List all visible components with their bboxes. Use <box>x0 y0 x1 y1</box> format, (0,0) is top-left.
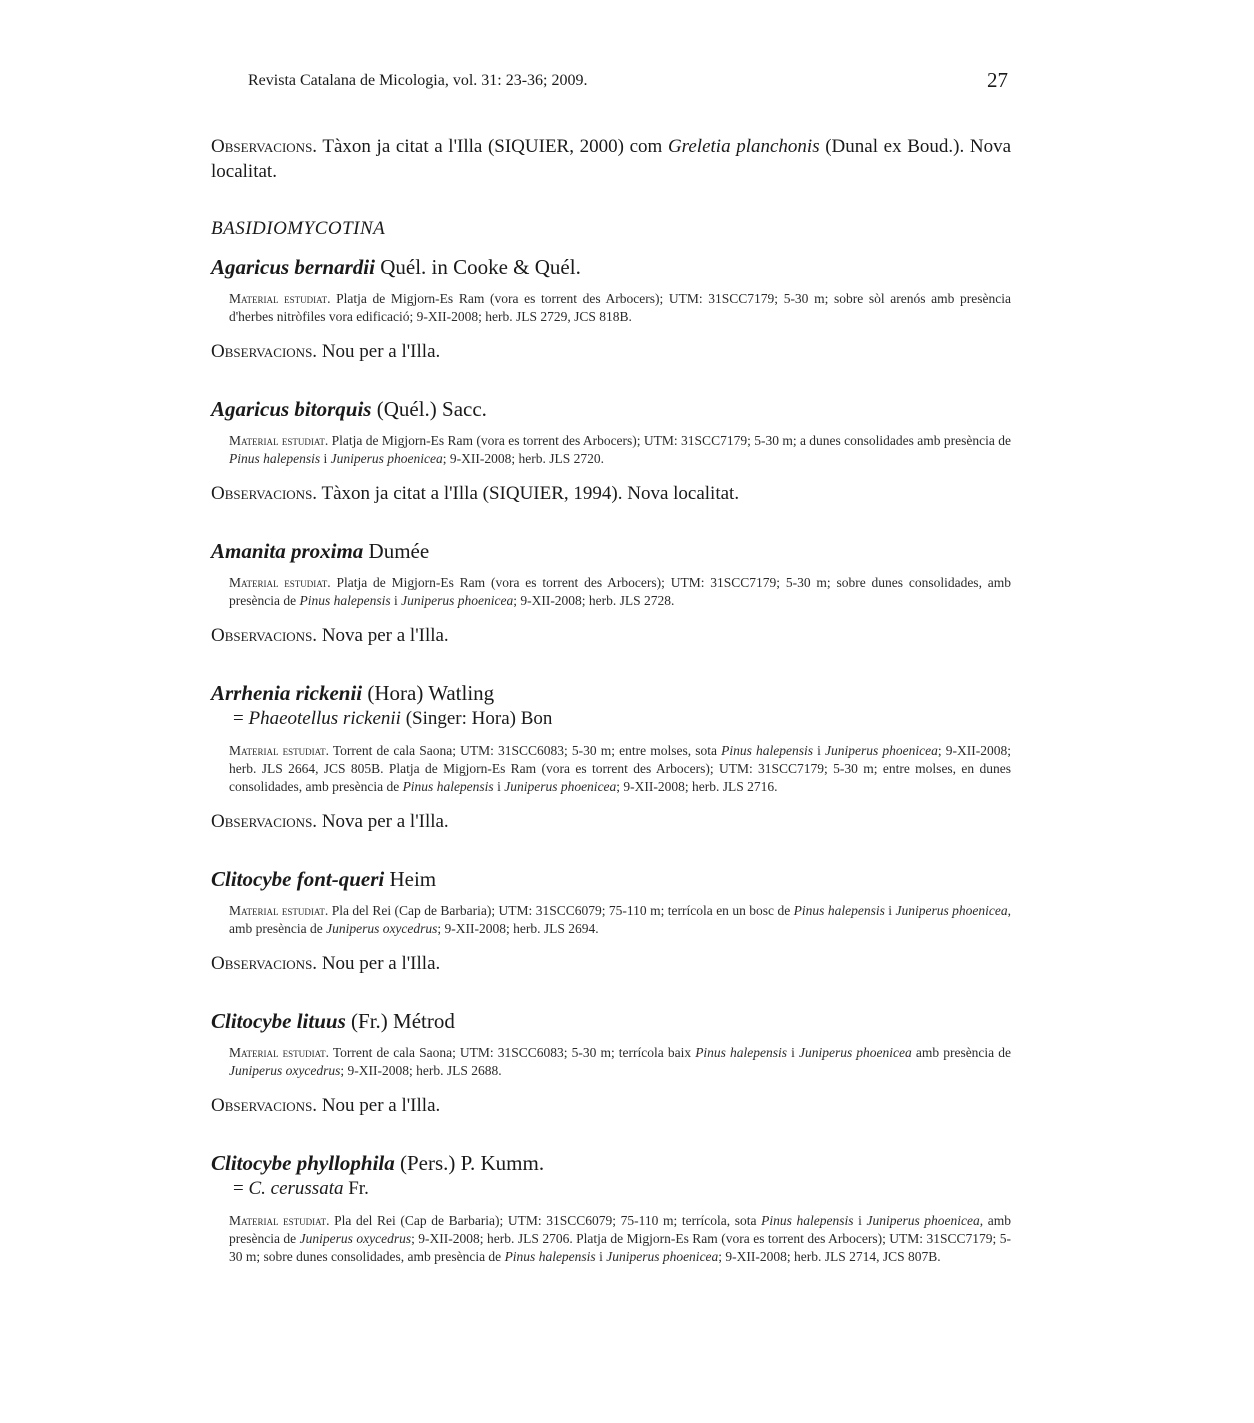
material-studied: Material estudiat. Platja de Migjorn-Es Ram (vora es torrent des Arbocers); UTM: 31SCC7179; 5-30 m; a dunes consolidades amb presència de Pinus halepensis i Juniperus phoenicea; 9-XII-2008; herb. JLS 2720. <box>229 433 1011 466</box>
material-label: Material estudiat. <box>229 743 329 758</box>
synonym: = C. cerussata Fr. <box>233 1178 369 1199</box>
species-name: Clitocybe phyllophila <box>211 1151 395 1175</box>
obs-label: Observacions. <box>211 625 318 646</box>
obs-label: Observacions. <box>211 136 318 157</box>
material-label: Material estudiat. <box>229 291 331 306</box>
species-author: (Fr.) Métrod <box>345 1009 455 1033</box>
material-label: Material estudiat. <box>229 575 331 590</box>
species-author: (Quél.) Sacc. <box>371 397 487 421</box>
material-studied: Material estudiat. Pla del Rei (Cap de Barbaria); UTM: 31SCC6079; 75-110 m; terrícola, sota Pinus halepensis i Juniperus phoenicea, amb presència de Juniperus oxycedrus; 9-XII-2008; herb. JLS 2706. Platja de Migjorn-Es Ram (vora es torrent des Arbocers); UTM: 31SCC7179; 5-30 m; sobre dunes consolidades, amb presència de Pinus halepensis i Juniperus phoenicea; 9-XII-2008; herb. JLS 2714, JCS 807B. <box>229 1213 1012 1264</box>
obs-label: Observacions. <box>211 341 318 362</box>
species-author: (Pers.) P. Kumm. <box>394 1151 545 1175</box>
material-label: Material estudiat. <box>229 903 329 918</box>
species-heading <box>211 254 1011 280</box>
species-heading <box>211 680 1011 706</box>
observations: Observacions. Nova per a l'Illa. <box>211 811 449 832</box>
species-heading <box>211 866 1011 892</box>
species-name: Amanita proxima <box>211 539 364 563</box>
obs-label: Observacions. <box>211 483 318 504</box>
section-title: BASIDIOMYCOTINA <box>211 218 386 239</box>
species-name: Clitocybe lituus <box>211 1009 346 1033</box>
material-studied: Material estudiat. Pla del Rei (Cap de Barbaria); UTM: 31SCC6079; 75-110 m; terrícola en un bosc de Pinus halepensis i Juniperus phoenicea, amb presència de Juniperus oxycedrus; 9-XII-2008; herb. JLS 2694. <box>229 903 1012 936</box>
species-name: Agaricus bitorquis <box>211 397 372 421</box>
observations: Observacions. Tàxon ja citat a l'Illa (SIQUIER, 1994). Nova localitat. <box>211 483 740 504</box>
species-name: Arrhenia rickenii <box>211 681 363 705</box>
page-number: 27 <box>987 68 1008 92</box>
species-entry <box>211 254 1011 364</box>
material-studied: Material estudiat. Platja de Migjorn-Es Ram (vora es torrent des Arbocers); UTM: 31SCC7179; 5-30 m; sobre sòl arenós amb presència d'herbes nitròfiles vora edificació; 9-XII-2008; herb. JLS 2729, JCS 818B. <box>229 291 1011 324</box>
species-entry <box>211 1150 1011 1266</box>
obs-label: Observacions. <box>211 953 318 974</box>
obs-label: Observacions. <box>211 811 318 832</box>
observations: Observacions. Nou per a l'Illa. <box>211 341 441 362</box>
species-author: Heim <box>384 867 437 891</box>
species-author: Quél. in Cooke & Quél. <box>374 255 581 279</box>
species-name: Agaricus bernardii <box>211 255 375 279</box>
material-studied: Material estudiat. Torrent de cala Saona; UTM: 31SCC6083; 5-30 m; terrícola baix Pinus halepensis i Juniperus phoenicea amb presència de Juniperus oxycedrus; 9-XII-2008; herb. JLS 2688. <box>229 1045 1012 1078</box>
species-heading <box>211 1008 1011 1034</box>
material-studied: Material estudiat. Platja de Migjorn-Es Ram (vora es torrent des Arbocers); UTM: 31SCC7179; 5-30 m; sobre dunes consolidades, amb presència de Pinus halepensis i Juniperus phoenicea; 9-XII-2008; herb. JLS 2728. <box>229 575 1011 608</box>
species-name: Clitocybe font-queri <box>211 867 385 891</box>
page <box>211 68 1011 1266</box>
running-header <box>248 68 1008 98</box>
top-observations: Observacions. Tàxon ja citat a l'Illa (SIQUIER, 2000) com Greletia planchonis (Dunal ex Boud.). Nova localitat. <box>211 136 1011 182</box>
observations: Observacions. Nou per a l'Illa. <box>211 953 441 974</box>
material-label: Material estudiat. <box>229 433 329 448</box>
observations: Observacions. Nou per a l'Illa. <box>211 1095 441 1116</box>
species-entry <box>211 866 1011 976</box>
species-list <box>211 254 1011 1266</box>
journal-citation: Revista Catalana de Micologia, vol. 31: 23-36; 2009. <box>248 72 588 89</box>
species-heading <box>211 1150 1011 1176</box>
species-author: Dumée <box>363 539 430 563</box>
obs-label: Observacions. <box>211 1095 318 1116</box>
species-heading <box>211 396 1011 422</box>
material-studied: Material estudiat. Torrent de cala Saona; UTM: 31SCC6083; 5-30 m; entre molses, sota Pinus halepensis i Juniperus phoenicea; 9-XII-2008; herb. JLS 2664, JCS 805B. Platja de Migjorn-Es Ram (vora es torrent des Arbocers); UTM: 31SCC7179; 5-30 m; entre molses, en dunes consolidades, amb presència de Pinus halepensis i Juniperus phoenicea; 9-XII-2008; herb. JLS 2716. <box>229 743 1012 794</box>
material-label: Material estudiat. <box>229 1213 330 1228</box>
synonym: = Phaeotellus rickenii (Singer: Hora) Bon <box>233 708 553 729</box>
species-author: (Hora) Watling <box>362 681 495 705</box>
species-entry <box>211 680 1011 834</box>
material-label: Material estudiat. <box>229 1045 329 1060</box>
species-entry <box>211 538 1011 648</box>
species-heading <box>211 538 1011 564</box>
species-entry <box>211 1008 1011 1118</box>
species-entry <box>211 396 1011 506</box>
observations: Observacions. Nova per a l'Illa. <box>211 625 449 646</box>
